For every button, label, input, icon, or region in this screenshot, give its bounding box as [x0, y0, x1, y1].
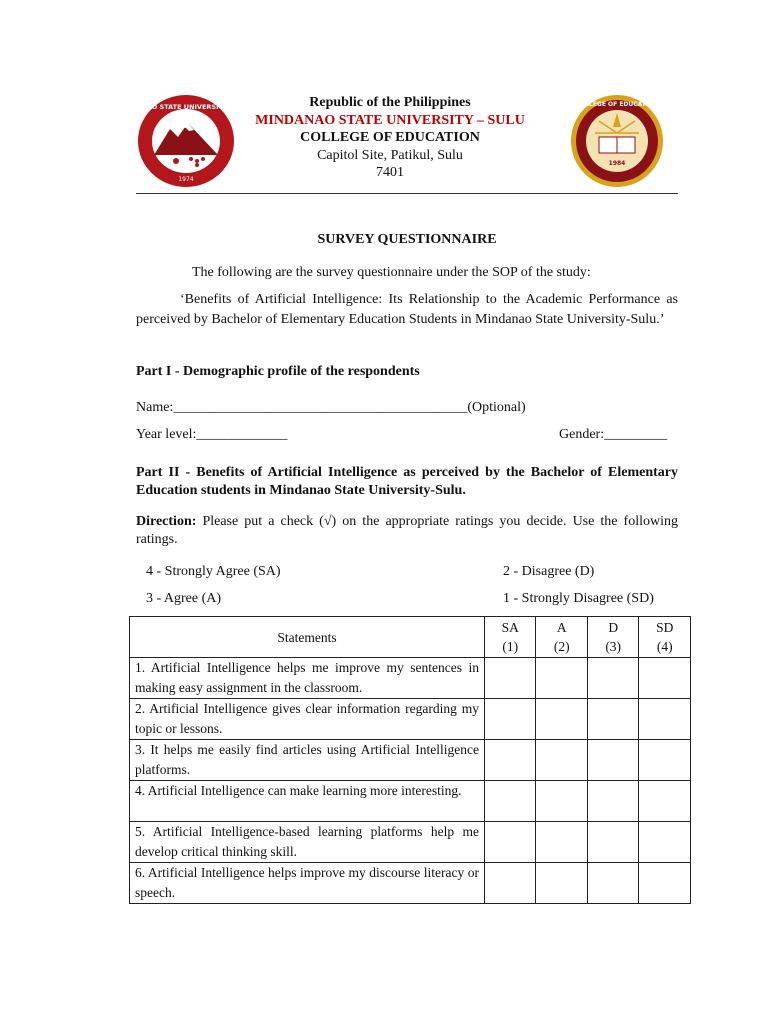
msu-sulu-seal: [116, 93, 256, 189]
rating-cell-a[interactable]: [536, 658, 587, 699]
page-title: SURVEY QUESTIONNAIRE: [317, 232, 497, 247]
rating-cell-a[interactable]: [536, 740, 587, 781]
rating-cell-d[interactable]: [587, 658, 638, 699]
republic-line: Republic of the Philippines: [309, 95, 471, 110]
rating-cell-sa[interactable]: [484, 658, 536, 699]
rating-cell-d[interactable]: [587, 822, 638, 863]
table-header-row: [130, 617, 691, 658]
rating-cell-a[interactable]: [536, 699, 587, 740]
left-seal-year: 1974: [178, 176, 194, 183]
header-divider: [136, 193, 678, 194]
table-row: [130, 781, 691, 822]
study-title: ‘Benefits of Artificial Intelligence: Its Relationship to the Academic Performance as perceived by Bachelor of Elementary Education Students in Mindanao State University-Sulu.’: [136, 292, 678, 327]
gender-blank[interactable]: _________: [604, 427, 668, 442]
rating-cell-sa[interactable]: [484, 781, 536, 822]
col-d-header: D (3): [587, 617, 638, 658]
college-of-education-seal: [569, 93, 665, 189]
table-row: [130, 658, 691, 699]
statement-cell: 5. Artificial Intelligence-based learning platforms help me develop critical thinking skill.: [130, 822, 485, 863]
statement-cell: 1. Artificial Intelligence helps me improve my sentences in making easy assignment in the classroom.: [130, 658, 485, 699]
rating-cell-sa[interactable]: [484, 822, 536, 863]
direction-text: [136, 513, 678, 549]
name-blank[interactable]: __________________________________________: [173, 400, 468, 415]
col-a-header: A (2): [536, 617, 587, 658]
statement-cell: 2. Artificial Intelligence gives clear information regarding my topic or lessons.: [130, 699, 485, 740]
year-level-field[interactable]: [136, 425, 287, 445]
col-sa-header: SA (1): [484, 617, 536, 658]
statement-cell: 3. It helps me easily find articles using Artificial Intelligence platforms.: [130, 740, 485, 781]
part2-heading: Part II - Benefits of Artificial Intelligence as perceived by the Bachelor of Elementary Education students in Mindanao State University-Sulu.: [136, 465, 678, 498]
rating-cell-a[interactable]: [536, 781, 587, 822]
rating-cell-sa[interactable]: [484, 863, 536, 904]
rating-2: 2 - Disagree (D): [503, 564, 595, 579]
rating-cell-d[interactable]: [587, 863, 638, 904]
year-level-label: Year level:: [136, 427, 197, 442]
rating-cell-sd[interactable]: [639, 658, 691, 699]
statement-cell: 6. Artificial Intelligence helps improve my discourse literacy or speech.: [130, 863, 485, 904]
rating-cell-d[interactable]: [587, 781, 638, 822]
zip-line: 7401: [376, 165, 404, 180]
table-row: [130, 699, 691, 740]
rating-cell-sa[interactable]: [484, 699, 536, 740]
statement-cell: 4. Artificial Intelligence can make learning more interesting.: [130, 781, 485, 822]
rating-cell-sd[interactable]: [639, 781, 691, 822]
letterhead: [240, 94, 540, 182]
rating-cell-a[interactable]: [536, 822, 587, 863]
college-name: COLLEGE OF EDUCATION: [300, 130, 480, 145]
table-row: [130, 740, 691, 781]
ratings-table: [129, 616, 691, 904]
rating-cell-sa[interactable]: [484, 740, 536, 781]
part1-heading: Part I - Demographic profile of the respondents: [136, 364, 420, 379]
rating-1: 1 - Strongly Disagree (SD): [503, 591, 654, 606]
rating-cell-sd[interactable]: [639, 822, 691, 863]
left-seal-ring-text: MINDANAO STATE UNIVERSITY • SULU: [116, 103, 256, 111]
rating-3: 3 - Agree (A): [146, 591, 222, 606]
address-line: Capitol Site, Patikul, Sulu: [317, 147, 463, 163]
statements-header: Statements: [130, 617, 485, 658]
university-name: MINDANAO STATE UNIVERSITY – SULU: [255, 112, 525, 128]
rating-cell-d[interactable]: [587, 740, 638, 781]
direction-label: Direction:: [136, 514, 197, 529]
rating-cell-sd[interactable]: [639, 863, 691, 904]
rating-cell-a[interactable]: [536, 863, 587, 904]
rating-cell-sd[interactable]: [639, 699, 691, 740]
rating-cell-d[interactable]: [587, 699, 638, 740]
gender-field[interactable]: [559, 425, 667, 445]
name-label: Name:: [136, 400, 174, 415]
year-level-blank[interactable]: _____________: [196, 427, 288, 442]
table-row: [130, 822, 691, 863]
name-field[interactable]: [136, 398, 678, 418]
col-sd-header: SD (4): [639, 617, 691, 658]
rating-cell-sd[interactable]: [639, 740, 691, 781]
rating-4: 4 - Strongly Agree (SA): [146, 564, 281, 579]
right-seal-ring-text: COLLEGE OF EDUCATION: [575, 101, 659, 108]
table-row: [130, 863, 691, 904]
name-optional: (Optional): [467, 400, 526, 415]
gender-label: Gender:: [559, 427, 605, 442]
intro-text: The following are the survey questionnaire under the SOP of the study:: [192, 265, 591, 280]
direction-body: Please put a check (√) on the appropriate ratings you decide. Use the following ratings.: [136, 514, 678, 547]
right-seal-year: 1984: [608, 160, 626, 167]
